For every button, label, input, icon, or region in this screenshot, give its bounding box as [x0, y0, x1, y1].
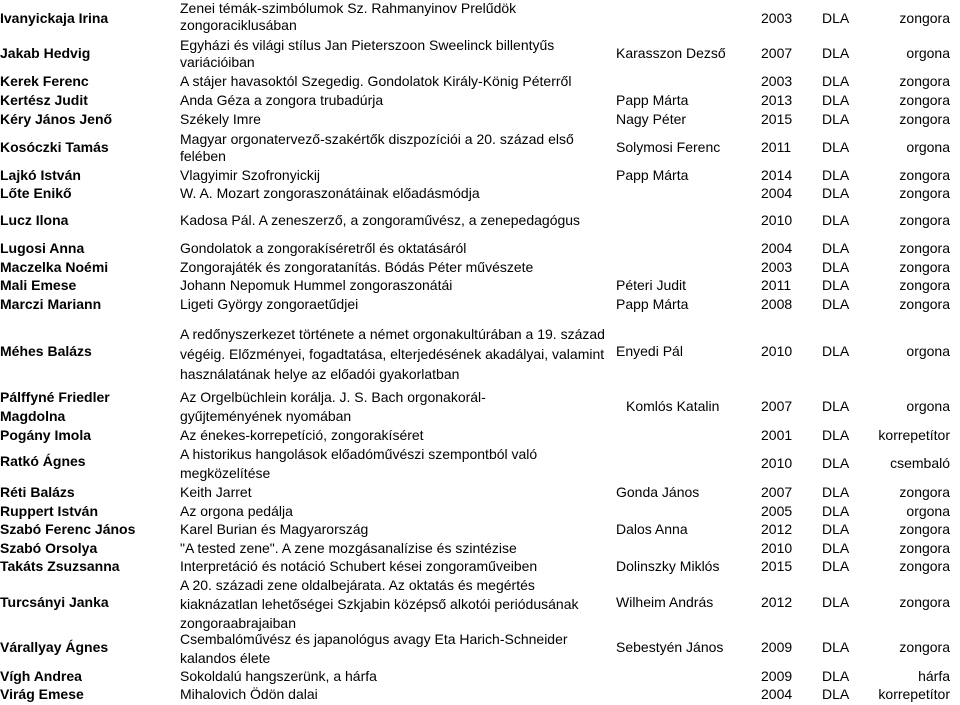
thesis-title: Interpretáció és notáció Schubert kései zongoraműveiben [180, 558, 538, 574]
degree: DLA [822, 277, 850, 293]
thesis-title: Karel Burian és Magyarország [180, 521, 369, 537]
degree: DLA [822, 639, 850, 655]
degree: DLA [822, 240, 850, 256]
advisor: Komlós Katalin [626, 398, 720, 414]
year: 2004 [761, 240, 793, 256]
instrument: zongora [899, 10, 950, 26]
advisor: Papp Márta [616, 167, 689, 183]
table-row [0, 72, 960, 91]
instrument: zongora [899, 167, 950, 183]
table-row [0, 110, 960, 129]
table-row [0, 239, 960, 258]
instrument: zongora [899, 558, 950, 574]
thesis-title: Az Orgelbüchlein korálja. J. S. Bach orgonakorál-gyűjteményének nyomában [180, 389, 486, 424]
author-name: Jakab Hedvig [0, 45, 91, 61]
instrument: hárfa [918, 668, 950, 684]
table-row [0, 387, 960, 425]
table-row [0, 314, 960, 385]
author-name: Szabó Orsolya [0, 540, 98, 556]
author-name: Marczi Mariann [0, 296, 102, 312]
table-row [0, 91, 960, 110]
instrument: csembaló [890, 455, 950, 471]
thesis-title: Kadosa Pál. A zeneszerző, a zongoraművész, a zenepedagógus [180, 212, 581, 228]
advisor: Wilheim András [616, 594, 714, 610]
table-row [0, 539, 960, 558]
instrument: orgona [906, 343, 950, 359]
advisor: Gonda János [616, 484, 700, 500]
thesis-title: Mihalovich Ödön dalai [180, 686, 318, 702]
year: 2010 [761, 540, 793, 556]
year: 2003 [761, 73, 793, 89]
author-name: Turcsányi Janka [0, 594, 109, 610]
instrument: zongora [899, 594, 950, 610]
instrument: zongora [899, 277, 950, 293]
instrument: zongora [899, 92, 950, 108]
degree: DLA [822, 503, 850, 519]
advisor: Solymosi Ferenc [616, 139, 721, 155]
thesis-title: Keith Jarret [180, 484, 252, 500]
degree: DLA [822, 521, 850, 537]
year: 2015 [761, 111, 793, 127]
author-name: Kosóczki Tamás [0, 139, 109, 155]
year: 2007 [761, 398, 793, 414]
table-row [0, 165, 960, 184]
degree: DLA [822, 111, 850, 127]
table-row [0, 520, 960, 539]
degree: DLA [822, 558, 850, 574]
degree: DLA [822, 668, 850, 684]
thesis-title: "A tested zene". A zene mozgásanalízise és szintézise [180, 540, 517, 556]
degree: DLA [822, 185, 850, 201]
table-row [0, 295, 960, 314]
thesis-title: Zenei témák-szimbólumok Sz. Rahmanyinov Prelűdök zongoraciklusában [180, 0, 517, 33]
thesis-title: Magyar orgonatervező-szakértők diszpozíciói a 20. század első felében [180, 131, 574, 164]
author-name: Ruppert István [0, 503, 99, 519]
table-row [0, 483, 960, 502]
thesis-title: A stájer havasoktól Szegedig. Gondolatok Király-König Péterről [180, 73, 572, 89]
year: 2008 [761, 296, 793, 312]
author-name: Virág Emese [0, 686, 84, 702]
thesis-title: Egyházi és világi stílus Jan Pieterszoon Sweelinck billentyűs variációiban [180, 37, 555, 70]
instrument: orgona [906, 503, 950, 519]
table-row [0, 258, 960, 277]
year: 2005 [761, 503, 793, 519]
author-name: Ivanyickaja Irina [0, 10, 109, 26]
year: 2011 [761, 277, 792, 293]
author-name: Pálffyné Friedler Magdolna [0, 389, 110, 424]
instrument: zongora [899, 212, 950, 228]
degree: DLA [822, 484, 850, 500]
degree: DLA [822, 343, 850, 359]
degree: DLA [822, 540, 850, 556]
table-row [0, 557, 960, 576]
degree: DLA [822, 427, 850, 443]
author-name: Takáts Zsuzsanna [0, 558, 120, 574]
author-name: Lucz Ilona [0, 212, 69, 228]
degree: DLA [822, 296, 850, 312]
thesis-title: Az énekes-korrepetíció, zongorakíséret [180, 427, 424, 443]
advisor: Papp Márta [616, 296, 689, 312]
table-row [0, 686, 960, 705]
author-name: Mali Emese [0, 277, 77, 293]
year: 2015 [761, 558, 793, 574]
table-row [0, 575, 960, 631]
instrument: zongora [899, 185, 950, 201]
degree: DLA [822, 92, 850, 108]
thesis-title: Ligeti György zongoraetűdjei [180, 296, 359, 312]
year: 2009 [761, 639, 793, 655]
thesis-title: A redőnyszerkezet története a német orgonakultúrában a 19. század végéig. Előzményei, fogadtatása, elterjedésének akadályai, valamint használatának helye az előadói gyakorlatban [180, 326, 605, 382]
table-row [0, 445, 960, 483]
instrument: zongora [899, 111, 950, 127]
year: 2010 [761, 455, 793, 471]
instrument: zongora [899, 240, 950, 256]
year: 2012 [761, 594, 793, 610]
advisor: Enyedi Pál [616, 343, 683, 359]
thesis-title: Vlagyimir Szofronyickij [180, 167, 321, 183]
thesis-title: Csembalóművész és japanológus avagy Eta Harich-Schneider kalandos élete [180, 631, 568, 666]
author-name: Kerek Ferenc [0, 73, 89, 89]
degree: DLA [822, 686, 850, 702]
year: 2012 [761, 521, 793, 537]
degree: DLA [822, 398, 850, 414]
instrument: zongora [899, 484, 950, 500]
instrument: korrepetítor [878, 427, 950, 443]
instrument: orgona [906, 398, 950, 414]
advisor: Papp Márta [616, 92, 689, 108]
table-row [0, 502, 960, 521]
instrument: orgona [906, 45, 950, 61]
author-name: Ratkó Ágnes [0, 453, 86, 469]
instrument: zongora [899, 540, 950, 556]
instrument: korrepetítor [878, 686, 950, 702]
table-row [0, 630, 960, 668]
degree: DLA [822, 139, 850, 155]
year: 2010 [761, 212, 793, 228]
author-name: Szabó Ferenc János [0, 521, 136, 537]
table-row [0, 129, 960, 165]
degree: DLA [822, 73, 850, 89]
degree: DLA [822, 455, 850, 471]
table-row [0, 276, 960, 295]
advisor: Dolinszky Miklós [616, 558, 720, 574]
table-row [0, 203, 960, 239]
thesis-title: Anda Géza a zongora trubadúrja [180, 92, 384, 108]
year: 2001 [761, 427, 793, 443]
author-name: Lajkó István [0, 167, 81, 183]
year: 2003 [761, 259, 793, 275]
table-row [0, 184, 960, 203]
author-name: Vígh Andrea [0, 668, 82, 684]
year: 2007 [761, 484, 793, 500]
degree: DLA [822, 594, 850, 610]
year: 2004 [761, 686, 793, 702]
thesis-title: Johann Nepomuk Hummel zongoraszonátái [180, 277, 453, 293]
year: 2010 [761, 343, 793, 359]
degree: DLA [822, 212, 850, 228]
instrument: zongora [899, 259, 950, 275]
advisor: Karasszon Dezső [616, 45, 726, 61]
degree: DLA [822, 10, 850, 26]
author-name: Lőte Enikő [0, 185, 72, 201]
advisor: Péteri Judit [616, 277, 687, 293]
degree: DLA [822, 167, 850, 183]
instrument: zongora [899, 73, 950, 89]
thesis-title: W. A. Mozart zongoraszonátáinak előadásmódja [180, 185, 480, 201]
table-row [0, 0, 960, 36]
thesis-title: Székely Imre [180, 111, 261, 127]
year: 2004 [761, 185, 793, 201]
author-name: Lugosi Anna [0, 240, 85, 256]
author-name: Pogány Imola [0, 427, 92, 443]
year: 2009 [761, 668, 793, 684]
author-name: Réti Balázs [0, 484, 75, 500]
thesis-title: A historikus hangolások előadóművészi szempontból való megközelítése [180, 446, 538, 481]
advisor: Nagy Péter [616, 111, 687, 127]
instrument: zongora [899, 639, 950, 655]
degree: DLA [822, 259, 850, 275]
author-name: Kertész Judit [0, 92, 88, 108]
year: 2014 [761, 167, 793, 183]
advisor: Sebestyén János [616, 639, 724, 655]
degree: DLA [822, 45, 850, 61]
author-name: Méhes Balázs [0, 343, 92, 359]
table-row [0, 36, 960, 72]
author-name: Kéry János Jenő [0, 111, 113, 127]
year: 2007 [761, 45, 793, 61]
thesis-title: Zongorajáték és zongoratanítás. Bódás Péter művészete [180, 259, 534, 275]
year: 2011 [761, 139, 792, 155]
table-row [0, 667, 960, 686]
advisor: Dalos Anna [616, 521, 688, 537]
thesis-title: Az orgona pedálja [180, 503, 293, 519]
instrument: orgona [906, 139, 950, 155]
instrument: zongora [899, 296, 950, 312]
author-name: Maczelka Noémi [0, 259, 109, 275]
thesis-title: Gondolatok a zongorakíséretről és oktatásáról [180, 240, 467, 256]
year: 2003 [761, 10, 793, 26]
year: 2013 [761, 92, 793, 108]
thesis-title: Sokoldalú hangszerünk, a hárfa [180, 668, 377, 684]
table-row [0, 426, 960, 445]
thesis-title: A 20. századi zene oldalbejárata. Az oktatás és megértés kiaknázatlan lehetőségei Szkjabin középső alkotói periódusának zongoraabrajaiban [180, 577, 579, 631]
instrument: zongora [899, 521, 950, 537]
author-name: Várallyay Ágnes [0, 639, 109, 655]
